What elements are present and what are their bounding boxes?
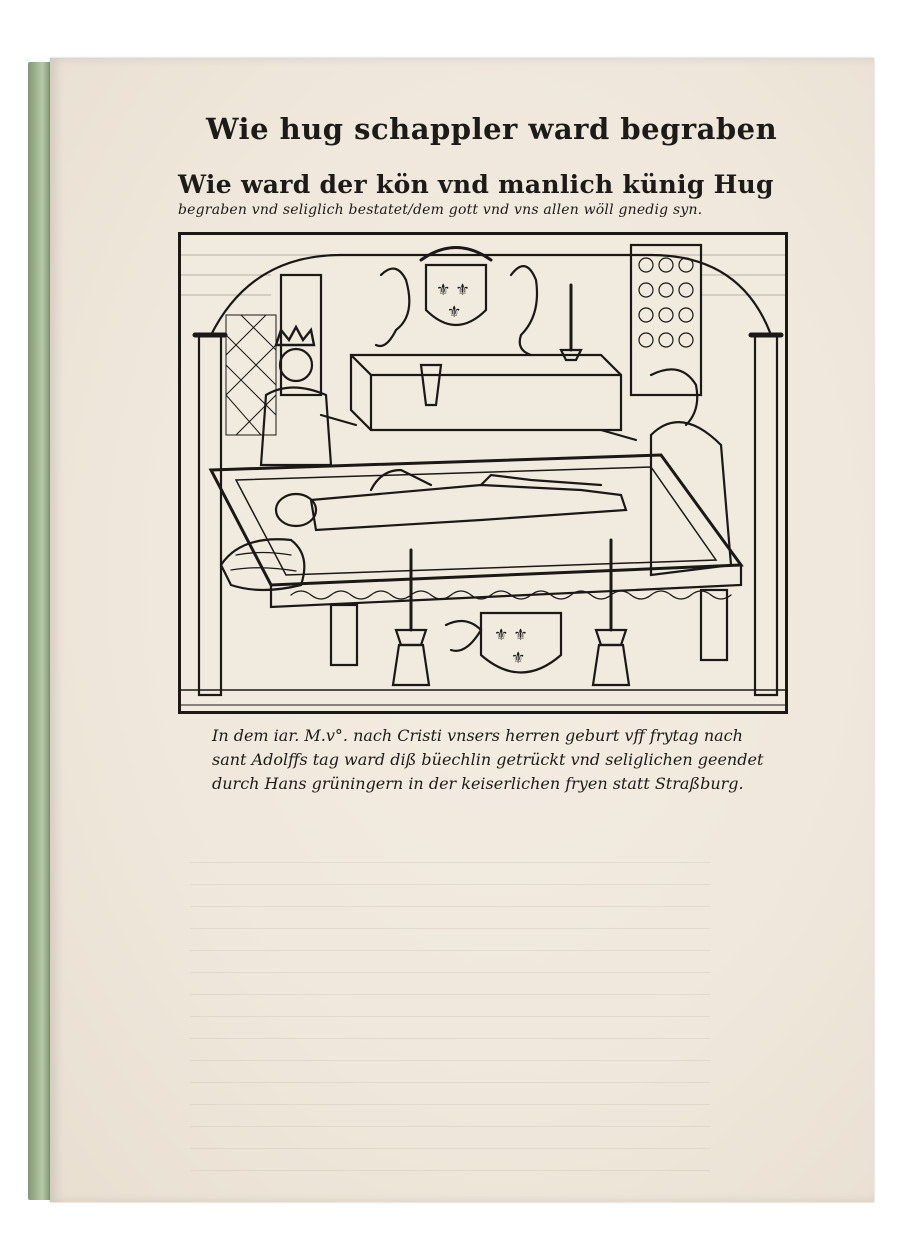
subheading-line-2: begraben vnd seliglich bestatet/dem gott vnd vns allen wöll gnedig syn.: [178, 202, 703, 218]
svg-text:⚜ ⚜: ⚜ ⚜: [494, 625, 528, 644]
page-heading: Wie hug schappler ward begraben: [206, 112, 778, 146]
page-subheading: Wie ward der kön vnd manlich künig Hug: [178, 170, 774, 199]
svg-text:⚜ ⚜: ⚜ ⚜: [436, 280, 470, 299]
burial-scene-image: [181, 235, 785, 711]
colophon: [212, 724, 763, 796]
svg-text:⚜: ⚜: [511, 648, 526, 667]
colophon-line: sant Adolffs tag ward diß büechlin getrückt vnd seliglichen geendet: [212, 750, 764, 769]
show-through-text: [190, 848, 710, 1178]
colophon-line: In dem iar. M.v°. nach Cristi vnsers herren geburt vff frytag nach: [212, 726, 743, 745]
svg-text:⚜: ⚜: [447, 302, 462, 321]
colophon-line: durch Hans grüningern in der keiserlichen fryen statt Straßburg.: [212, 774, 744, 793]
woodcut-illustration: [178, 232, 788, 714]
